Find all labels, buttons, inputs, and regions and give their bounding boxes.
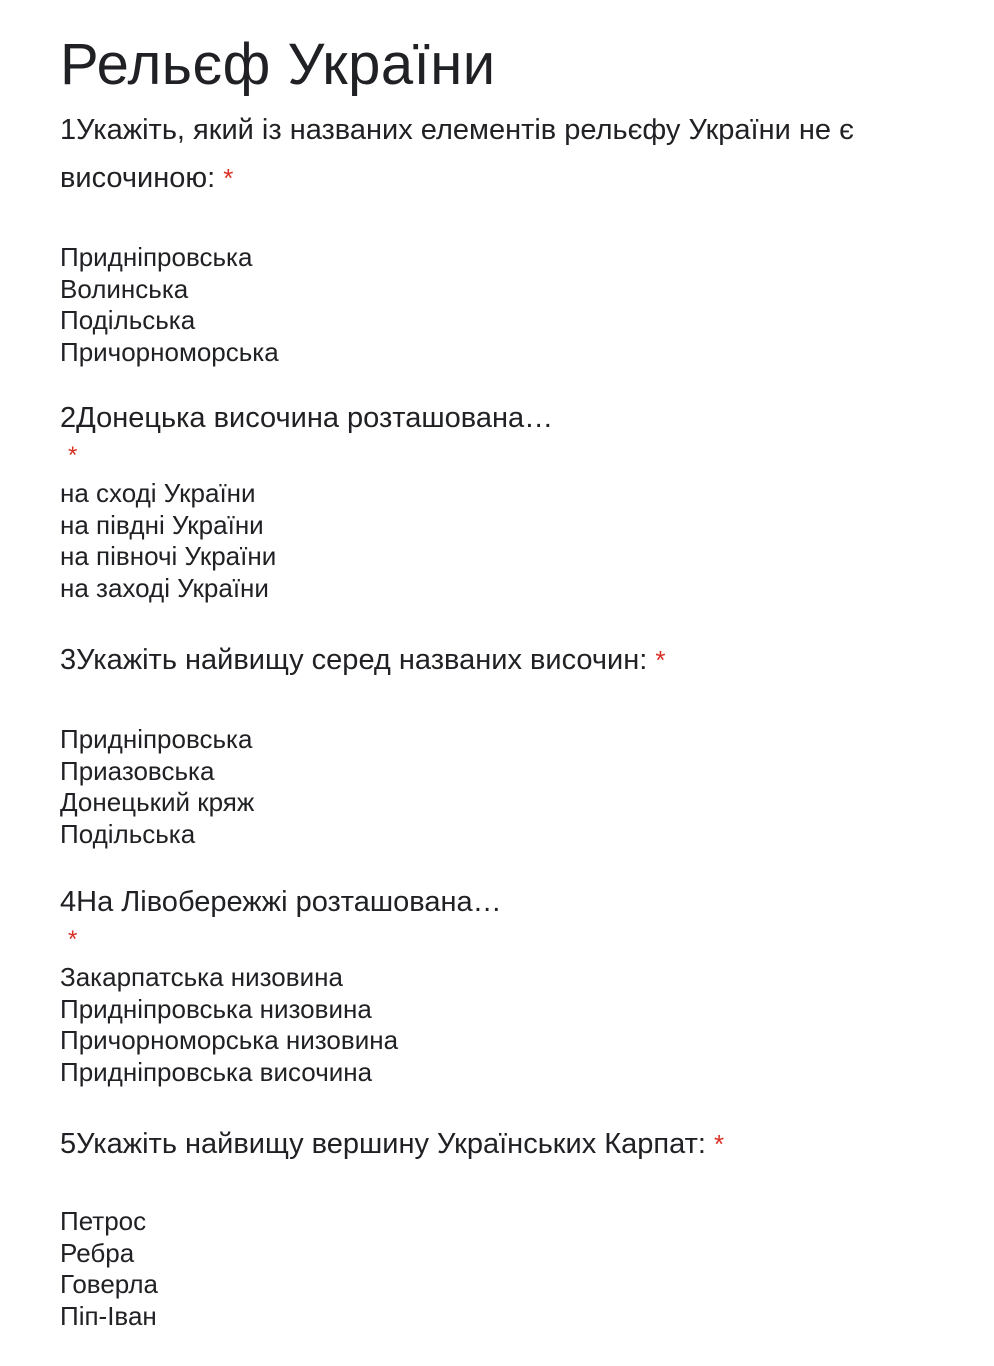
option-item[interactable]: Причорноморська <box>60 337 279 368</box>
question-text: 5Укажіть найвищу вершину Українських Карпат: * <box>60 1128 725 1160</box>
required-asterisk: * <box>68 442 78 469</box>
option-item[interactable]: Ребра <box>60 1237 135 1268</box>
option-item[interactable]: на півдні України <box>60 509 264 540</box>
question-1 <box>60 106 970 369</box>
question-text: 4На Лівобережжі розташована… <box>60 886 502 918</box>
required-asterisk: * <box>655 645 666 675</box>
form-title: Рельєф України <box>60 32 496 97</box>
option-item[interactable]: на півночі України <box>60 541 277 572</box>
option-item[interactable]: Волинська <box>60 273 189 304</box>
option-item[interactable]: Піп-Іван <box>60 1301 157 1332</box>
option-item[interactable]: Подільська <box>60 819 196 850</box>
required-asterisk: * <box>713 1129 725 1159</box>
option-item[interactable]: Придніпровська <box>60 724 253 754</box>
options-list <box>60 1206 970 1333</box>
required-asterisk: * <box>223 163 234 193</box>
options-list <box>60 478 970 605</box>
option-item[interactable]: Причорноморська низовина <box>60 1025 399 1056</box>
required-asterisk: * <box>68 926 78 953</box>
question-2 <box>60 394 970 605</box>
option-item[interactable]: на сході України <box>60 478 256 508</box>
question-4 <box>60 878 970 1089</box>
question-5 <box>60 1120 970 1333</box>
option-item[interactable]: Придніпровська низовина <box>60 993 372 1024</box>
option-item[interactable]: Говерла <box>60 1269 158 1300</box>
option-item[interactable]: Придніпровська <box>60 242 253 272</box>
option-item[interactable]: Петрос <box>60 1206 147 1236</box>
question-text: 1Укажіть, який із названих елементів рельєфу України не є височиною: * <box>60 114 854 194</box>
question-text: 2Донецька височина розташована… <box>60 402 554 434</box>
options-list <box>60 242 970 369</box>
options-list <box>60 724 970 851</box>
option-item[interactable]: Донецький кряж <box>60 787 255 818</box>
option-item[interactable]: на заході України <box>60 573 269 604</box>
option-item[interactable]: Приазовська <box>60 755 215 786</box>
option-item[interactable]: Придніпровська височина <box>60 1057 373 1088</box>
option-item[interactable]: Подільська <box>60 305 196 336</box>
question-text: 3Укажіть найвищу серед названих височин: * <box>60 644 666 676</box>
options-list <box>60 962 970 1089</box>
option-item[interactable]: Закарпатська низовина <box>60 962 343 992</box>
question-3 <box>60 636 970 851</box>
